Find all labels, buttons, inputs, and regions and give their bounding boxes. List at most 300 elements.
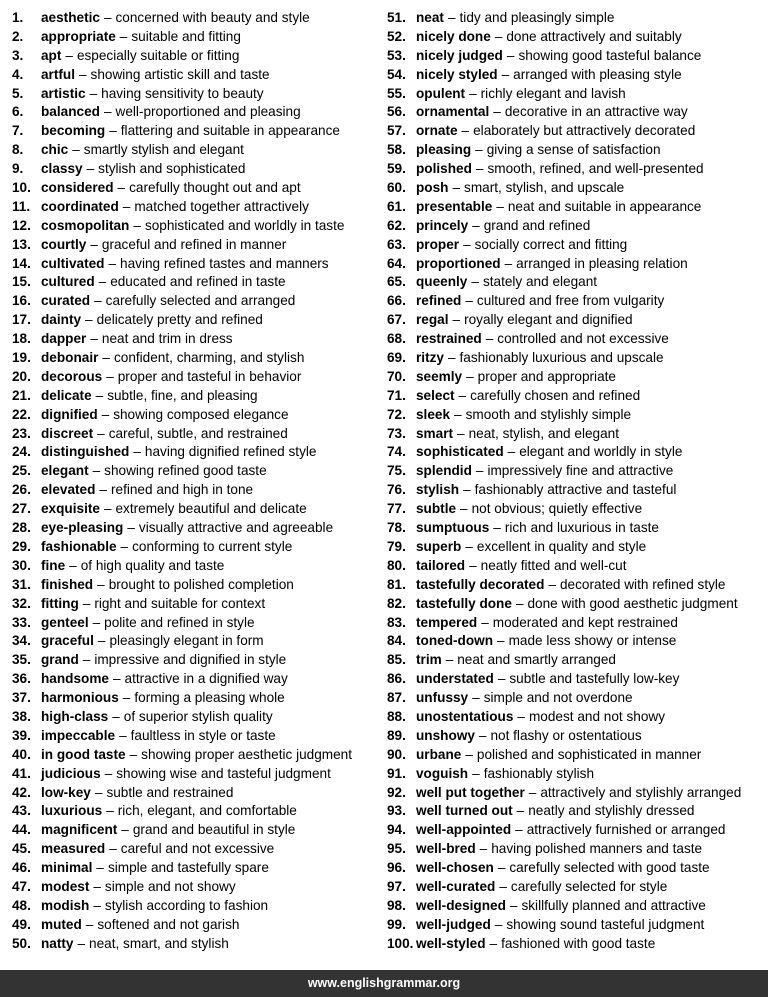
list-item: [12, 292, 382, 311]
item-term: sumptuous: [416, 520, 490, 536]
item-definition: rich and luxurious in taste: [504, 520, 659, 536]
list-item: [12, 538, 382, 557]
list-item: [387, 784, 765, 803]
list-item: [12, 765, 382, 784]
list-item: [387, 708, 765, 727]
item-definition: not flashy or ostentatious: [490, 727, 642, 743]
item-term: high-class: [41, 708, 109, 724]
item-number: 41.: [12, 765, 31, 781]
list-item: [387, 255, 765, 274]
list-item: [387, 85, 765, 104]
item-separator: –: [112, 671, 121, 687]
item-term: apt: [41, 47, 62, 63]
list-item: [12, 273, 382, 292]
list-item: [387, 632, 765, 651]
item-number: 5.: [12, 85, 24, 101]
item-separator: –: [82, 595, 91, 611]
item-definition: smooth, refined, and well-presented: [487, 161, 704, 177]
item-number: 80.: [387, 557, 406, 573]
footer-bar: [0, 970, 768, 997]
item-term: polished: [416, 161, 472, 177]
item-separator: –: [129, 746, 138, 762]
item-separator: –: [119, 727, 127, 743]
item-definition: skillfully planned and attractive: [521, 897, 706, 913]
item-term: elevated: [41, 482, 96, 498]
item-definition: right and suitable for context: [94, 595, 266, 611]
list-item: [387, 538, 765, 557]
item-number: 51.: [387, 10, 406, 25]
item-term: sophisticated: [416, 444, 504, 460]
item-term: finished: [41, 576, 94, 592]
item-term: tastefully decorated: [416, 576, 545, 592]
item-separator: –: [89, 85, 98, 101]
item-separator: –: [108, 255, 117, 271]
list-item: [12, 689, 382, 708]
item-definition: giving a sense of satisfaction: [486, 142, 661, 158]
list-item: [12, 897, 382, 916]
item-separator: –: [494, 916, 503, 932]
item-definition: arranged with pleasing style: [513, 66, 682, 82]
item-number: 28.: [12, 520, 31, 536]
list-item: [387, 66, 765, 85]
item-number: 33.: [12, 614, 31, 630]
item-term: nicely judged: [416, 47, 503, 63]
list-item: [12, 406, 382, 425]
item-term: balanced: [41, 104, 100, 120]
item-number: 86.: [387, 671, 406, 687]
item-term: opulent: [416, 85, 466, 101]
item-term: presentable: [416, 198, 493, 214]
list-item: [387, 122, 765, 141]
item-number: 34.: [12, 633, 31, 649]
list-item: [12, 878, 382, 897]
item-number: 2.: [12, 28, 24, 44]
list-item: [12, 500, 382, 519]
list-item: [387, 802, 765, 821]
item-term: nicely styled: [416, 66, 498, 82]
item-definition: neat and smartly arranged: [457, 652, 616, 668]
item-definition: simple and tastefully spare: [107, 860, 269, 876]
item-term: chic: [41, 142, 69, 158]
item-separator: –: [509, 897, 518, 913]
item-term: distinguished: [41, 444, 130, 460]
list-item: [12, 462, 382, 481]
item-definition: attractively furnished or arranged: [526, 822, 726, 838]
list-item: [12, 160, 382, 179]
item-term: genteel: [41, 614, 89, 630]
item-term: well-styled: [416, 935, 486, 951]
item-number: 24.: [12, 444, 31, 460]
item-number: 52.: [387, 28, 406, 44]
item-term: considered: [41, 180, 114, 196]
list-item: [12, 47, 382, 66]
item-separator: –: [516, 803, 525, 819]
item-separator: –: [497, 671, 506, 687]
item-number: 25.: [12, 463, 31, 479]
item-term: debonair: [41, 350, 99, 366]
item-number: 58.: [387, 142, 406, 158]
item-number: 26.: [12, 482, 31, 498]
item-number: 20.: [12, 368, 31, 384]
item-separator: –: [97, 425, 105, 441]
item-separator: –: [122, 690, 131, 706]
item-definition: simple and not showy: [104, 878, 236, 894]
item-term: delicate: [41, 387, 92, 403]
item-number: 84.: [387, 633, 406, 649]
list-item: [387, 878, 765, 897]
list-item: [12, 368, 382, 387]
item-number: 71.: [387, 387, 406, 403]
item-definition: stylish and sophisticated: [98, 161, 246, 177]
item-number: 81.: [387, 576, 406, 592]
item-separator: –: [517, 708, 525, 724]
item-number: 35.: [12, 652, 31, 668]
item-separator: –: [97, 576, 105, 592]
item-definition: attractive in a dignified way: [124, 671, 288, 687]
item-separator: –: [77, 935, 86, 951]
item-separator: –: [90, 236, 98, 252]
item-number: 75.: [387, 463, 406, 479]
list-item: [387, 406, 765, 425]
item-definition: sophisticated and worldly in taste: [144, 217, 345, 233]
list-item: [387, 349, 765, 368]
item-separator: –: [494, 28, 503, 44]
item-number: 60.: [387, 180, 406, 196]
item-number: 1.: [12, 10, 24, 25]
item-separator: –: [471, 274, 479, 290]
list-item: [12, 802, 382, 821]
item-term: dignified: [41, 406, 98, 422]
item-definition: grand and beautiful in style: [132, 822, 296, 838]
item-definition: done with good aesthetic judgment: [527, 595, 738, 611]
item-number: 16.: [12, 293, 31, 309]
item-definition: brought to polished completion: [108, 576, 294, 592]
item-separator: –: [65, 47, 73, 63]
item-term: stylish: [416, 482, 460, 498]
item-separator: –: [112, 708, 120, 724]
list-item: [387, 198, 765, 217]
list-item: [12, 66, 382, 85]
item-definition: showing wise and tasteful judgment: [116, 765, 331, 781]
item-term: regal: [416, 312, 449, 328]
item-number: 15.: [12, 274, 31, 290]
list-item: [12, 387, 382, 406]
item-term: well turned out: [416, 803, 513, 819]
list-item: [387, 689, 765, 708]
list-item: [387, 236, 765, 255]
item-definition: carefully thought out and apt: [129, 180, 301, 196]
item-separator: –: [133, 217, 141, 233]
item-definition: carefully selected with good taste: [509, 860, 710, 876]
item-term: graceful: [41, 633, 94, 649]
list-item: [387, 576, 765, 595]
item-number: 56.: [387, 104, 406, 120]
item-term: well-bred: [416, 841, 476, 857]
list-item: [387, 859, 765, 878]
item-term: tailored: [416, 557, 466, 573]
item-definition: conforming to current style: [132, 538, 293, 554]
list-item: [12, 557, 382, 576]
item-definition: tidy and pleasingly simple: [459, 10, 615, 25]
item-term: eye-pleasing: [41, 520, 124, 536]
item-definition: educated and refined in taste: [110, 274, 286, 290]
list-item: [12, 651, 382, 670]
item-term: seemly: [416, 368, 463, 384]
item-number: 91.: [387, 765, 406, 781]
item-number: 45.: [12, 841, 31, 857]
item-separator: –: [127, 520, 135, 536]
item-separator: –: [458, 387, 467, 403]
item-definition: especially suitable or fitting: [76, 47, 240, 63]
item-definition: having sensitivity to beauty: [101, 85, 264, 101]
item-separator: –: [69, 557, 77, 573]
item-separator: –: [460, 501, 468, 517]
item-definition: having dignified refined style: [144, 444, 317, 460]
item-separator: –: [475, 463, 484, 479]
item-number: 61.: [387, 198, 406, 214]
item-term: pleasing: [416, 142, 472, 158]
word-list-right-column: [387, 9, 765, 954]
item-term: subtle: [416, 501, 457, 517]
item-separator: –: [457, 425, 465, 441]
item-definition: simple and not overdone: [483, 690, 633, 706]
item-separator: –: [133, 444, 141, 460]
item-number: 74.: [387, 444, 406, 460]
item-definition: polite and refined in style: [104, 614, 255, 630]
item-separator: –: [472, 690, 480, 706]
item-definition: neat and trim in dress: [101, 331, 233, 347]
footer-url: www.englishgrammar.org: [307, 976, 461, 990]
list-item: [387, 273, 765, 292]
list-item: [12, 784, 382, 803]
item-definition: extremely beautiful and delicate: [115, 501, 307, 517]
list-item: [12, 821, 382, 840]
item-separator: –: [94, 293, 102, 309]
item-term: select: [416, 387, 455, 403]
item-separator: –: [485, 331, 494, 347]
item-separator: –: [481, 614, 489, 630]
item-separator: –: [82, 652, 91, 668]
item-term: handsome: [41, 671, 109, 687]
list-item: [387, 670, 765, 689]
item-separator: –: [452, 312, 461, 328]
list-item: [12, 179, 382, 198]
item-term: voguish: [416, 765, 469, 781]
item-number: 42.: [12, 784, 31, 800]
list-item: [12, 670, 382, 689]
item-number: 14.: [12, 255, 31, 271]
item-number: 93.: [387, 803, 406, 819]
list-item: [387, 292, 765, 311]
item-separator: –: [121, 822, 129, 838]
list-item: [12, 708, 382, 727]
item-term: cosmopolitan: [41, 217, 130, 233]
list-item: [12, 255, 382, 274]
item-definition: impressively fine and attractive: [487, 463, 674, 479]
item-definition: stately and elegant: [482, 274, 598, 290]
item-number: 92.: [387, 784, 406, 800]
item-number: 6.: [12, 104, 24, 120]
item-separator: –: [454, 406, 462, 422]
item-definition: showing sound tasteful judgment: [506, 916, 705, 932]
item-number: 88.: [387, 708, 406, 724]
item-number: 32.: [12, 595, 31, 611]
item-term: low-key: [41, 784, 91, 800]
item-term: judicious: [41, 765, 101, 781]
item-term: well-judged: [416, 916, 491, 932]
item-term: tastefully done: [416, 595, 512, 611]
item-term: aesthetic: [41, 10, 100, 25]
item-number: 18.: [12, 331, 31, 347]
item-separator: –: [93, 897, 101, 913]
list-item: [12, 103, 382, 122]
item-definition: of high quality and taste: [80, 557, 225, 573]
item-term: proper: [416, 236, 460, 252]
item-definition: softened and not garish: [97, 916, 240, 932]
item-definition: polished and sophisticated in manner: [476, 746, 702, 762]
item-term: dainty: [41, 312, 82, 328]
list-item: [387, 311, 765, 330]
item-definition: proper and tasteful in behavior: [117, 368, 302, 384]
item-definition: neat, smart, and stylish: [89, 935, 229, 951]
item-separator: –: [479, 841, 488, 857]
item-term: nicely done: [416, 28, 491, 44]
list-item: [387, 9, 765, 28]
item-number: 57.: [387, 123, 406, 139]
item-definition: neatly fitted and well-cut: [480, 557, 627, 573]
item-term: smart: [416, 425, 454, 441]
item-separator: –: [496, 198, 504, 214]
item-number: 50.: [12, 935, 31, 951]
item-number: 100.: [387, 935, 414, 951]
list-item: [12, 122, 382, 141]
item-number: 63.: [387, 236, 406, 252]
item-definition: careful and not excessive: [120, 841, 275, 857]
list-item: [12, 614, 382, 633]
item-definition: subtle, fine, and pleasing: [107, 387, 258, 403]
item-number: 55.: [387, 85, 406, 101]
item-number: 54.: [387, 66, 406, 82]
item-separator: –: [85, 916, 94, 932]
item-number: 39.: [12, 727, 31, 743]
item-term: in good taste: [41, 746, 126, 762]
item-separator: –: [109, 841, 117, 857]
item-term: modish: [41, 897, 90, 913]
item-separator: –: [104, 765, 113, 781]
list-item: [387, 179, 765, 198]
item-separator: –: [501, 66, 510, 82]
item-number: 17.: [12, 312, 31, 328]
item-separator: –: [103, 10, 112, 25]
item-number: 62.: [387, 217, 406, 233]
item-separator: –: [92, 614, 101, 630]
list-item: [387, 481, 765, 500]
list-item: [12, 349, 382, 368]
list-item: [387, 387, 765, 406]
item-separator: –: [106, 368, 114, 384]
item-number: 69.: [387, 350, 406, 366]
item-separator: –: [506, 47, 515, 63]
item-definition: showing composed elegance: [113, 406, 289, 422]
item-definition: royally elegant and dignified: [464, 312, 633, 328]
item-definition: rich, elegant, and comfortable: [117, 803, 297, 819]
item-separator: –: [465, 293, 473, 309]
item-definition: moderated and kept restrained: [492, 614, 678, 630]
item-separator: –: [504, 255, 513, 271]
item-number: 77.: [387, 501, 406, 517]
item-separator: –: [447, 10, 456, 25]
item-number: 73.: [387, 425, 406, 441]
item-term: splendid: [416, 463, 472, 479]
item-separator: –: [497, 633, 505, 649]
item-separator: –: [489, 935, 498, 951]
item-definition: carefully chosen and refined: [470, 387, 641, 403]
list-item: [387, 727, 765, 746]
item-separator: –: [472, 765, 480, 781]
item-separator: –: [548, 576, 556, 592]
item-number: 36.: [12, 671, 31, 687]
item-term: cultivated: [41, 255, 105, 271]
item-number: 29.: [12, 538, 31, 554]
item-term: urbane: [416, 746, 462, 762]
item-separator: –: [469, 557, 477, 573]
item-separator: –: [94, 784, 103, 800]
item-term: unshowy: [416, 727, 475, 743]
item-definition: controlled and not excessive: [497, 331, 669, 347]
item-definition: neatly and stylishly dressed: [528, 803, 695, 819]
list-item: [387, 160, 765, 179]
item-number: 99.: [387, 916, 406, 932]
item-separator: –: [447, 350, 456, 366]
item-number: 70.: [387, 368, 406, 384]
item-separator: –: [96, 860, 104, 876]
item-definition: fashionably stylish: [483, 765, 595, 781]
item-term: appropriate: [41, 28, 116, 44]
list-item: [12, 330, 382, 349]
list-item: [12, 85, 382, 104]
list-item: [387, 425, 765, 444]
item-separator: –: [465, 746, 473, 762]
item-definition: matched together attractively: [134, 198, 309, 214]
item-definition: subtle and tastefully low-key: [509, 671, 680, 687]
item-separator: –: [463, 236, 471, 252]
item-number: 43.: [12, 803, 31, 819]
item-separator: –: [95, 387, 104, 403]
item-definition: fashionably attractive and tasteful: [474, 482, 677, 498]
item-number: 98.: [387, 897, 406, 913]
list-item: [387, 47, 765, 66]
item-number: 76.: [387, 482, 406, 498]
item-number: 49.: [12, 916, 31, 932]
item-separator: –: [78, 66, 87, 82]
item-separator: –: [99, 482, 107, 498]
item-separator: –: [515, 595, 524, 611]
item-separator: –: [93, 878, 101, 894]
item-separator: –: [117, 180, 126, 196]
item-number: 13.: [12, 236, 31, 252]
item-definition: fashionably luxurious and upscale: [459, 350, 664, 366]
item-term: superb: [416, 538, 462, 554]
item-separator: –: [528, 784, 537, 800]
item-separator: –: [507, 444, 516, 460]
item-definition: graceful and refined in manner: [101, 236, 287, 252]
item-number: 79.: [387, 538, 406, 554]
list-item: [387, 141, 765, 160]
item-term: well-appointed: [416, 822, 512, 838]
list-item: [12, 576, 382, 595]
item-number: 8.: [12, 142, 24, 158]
item-separator: –: [119, 28, 128, 44]
